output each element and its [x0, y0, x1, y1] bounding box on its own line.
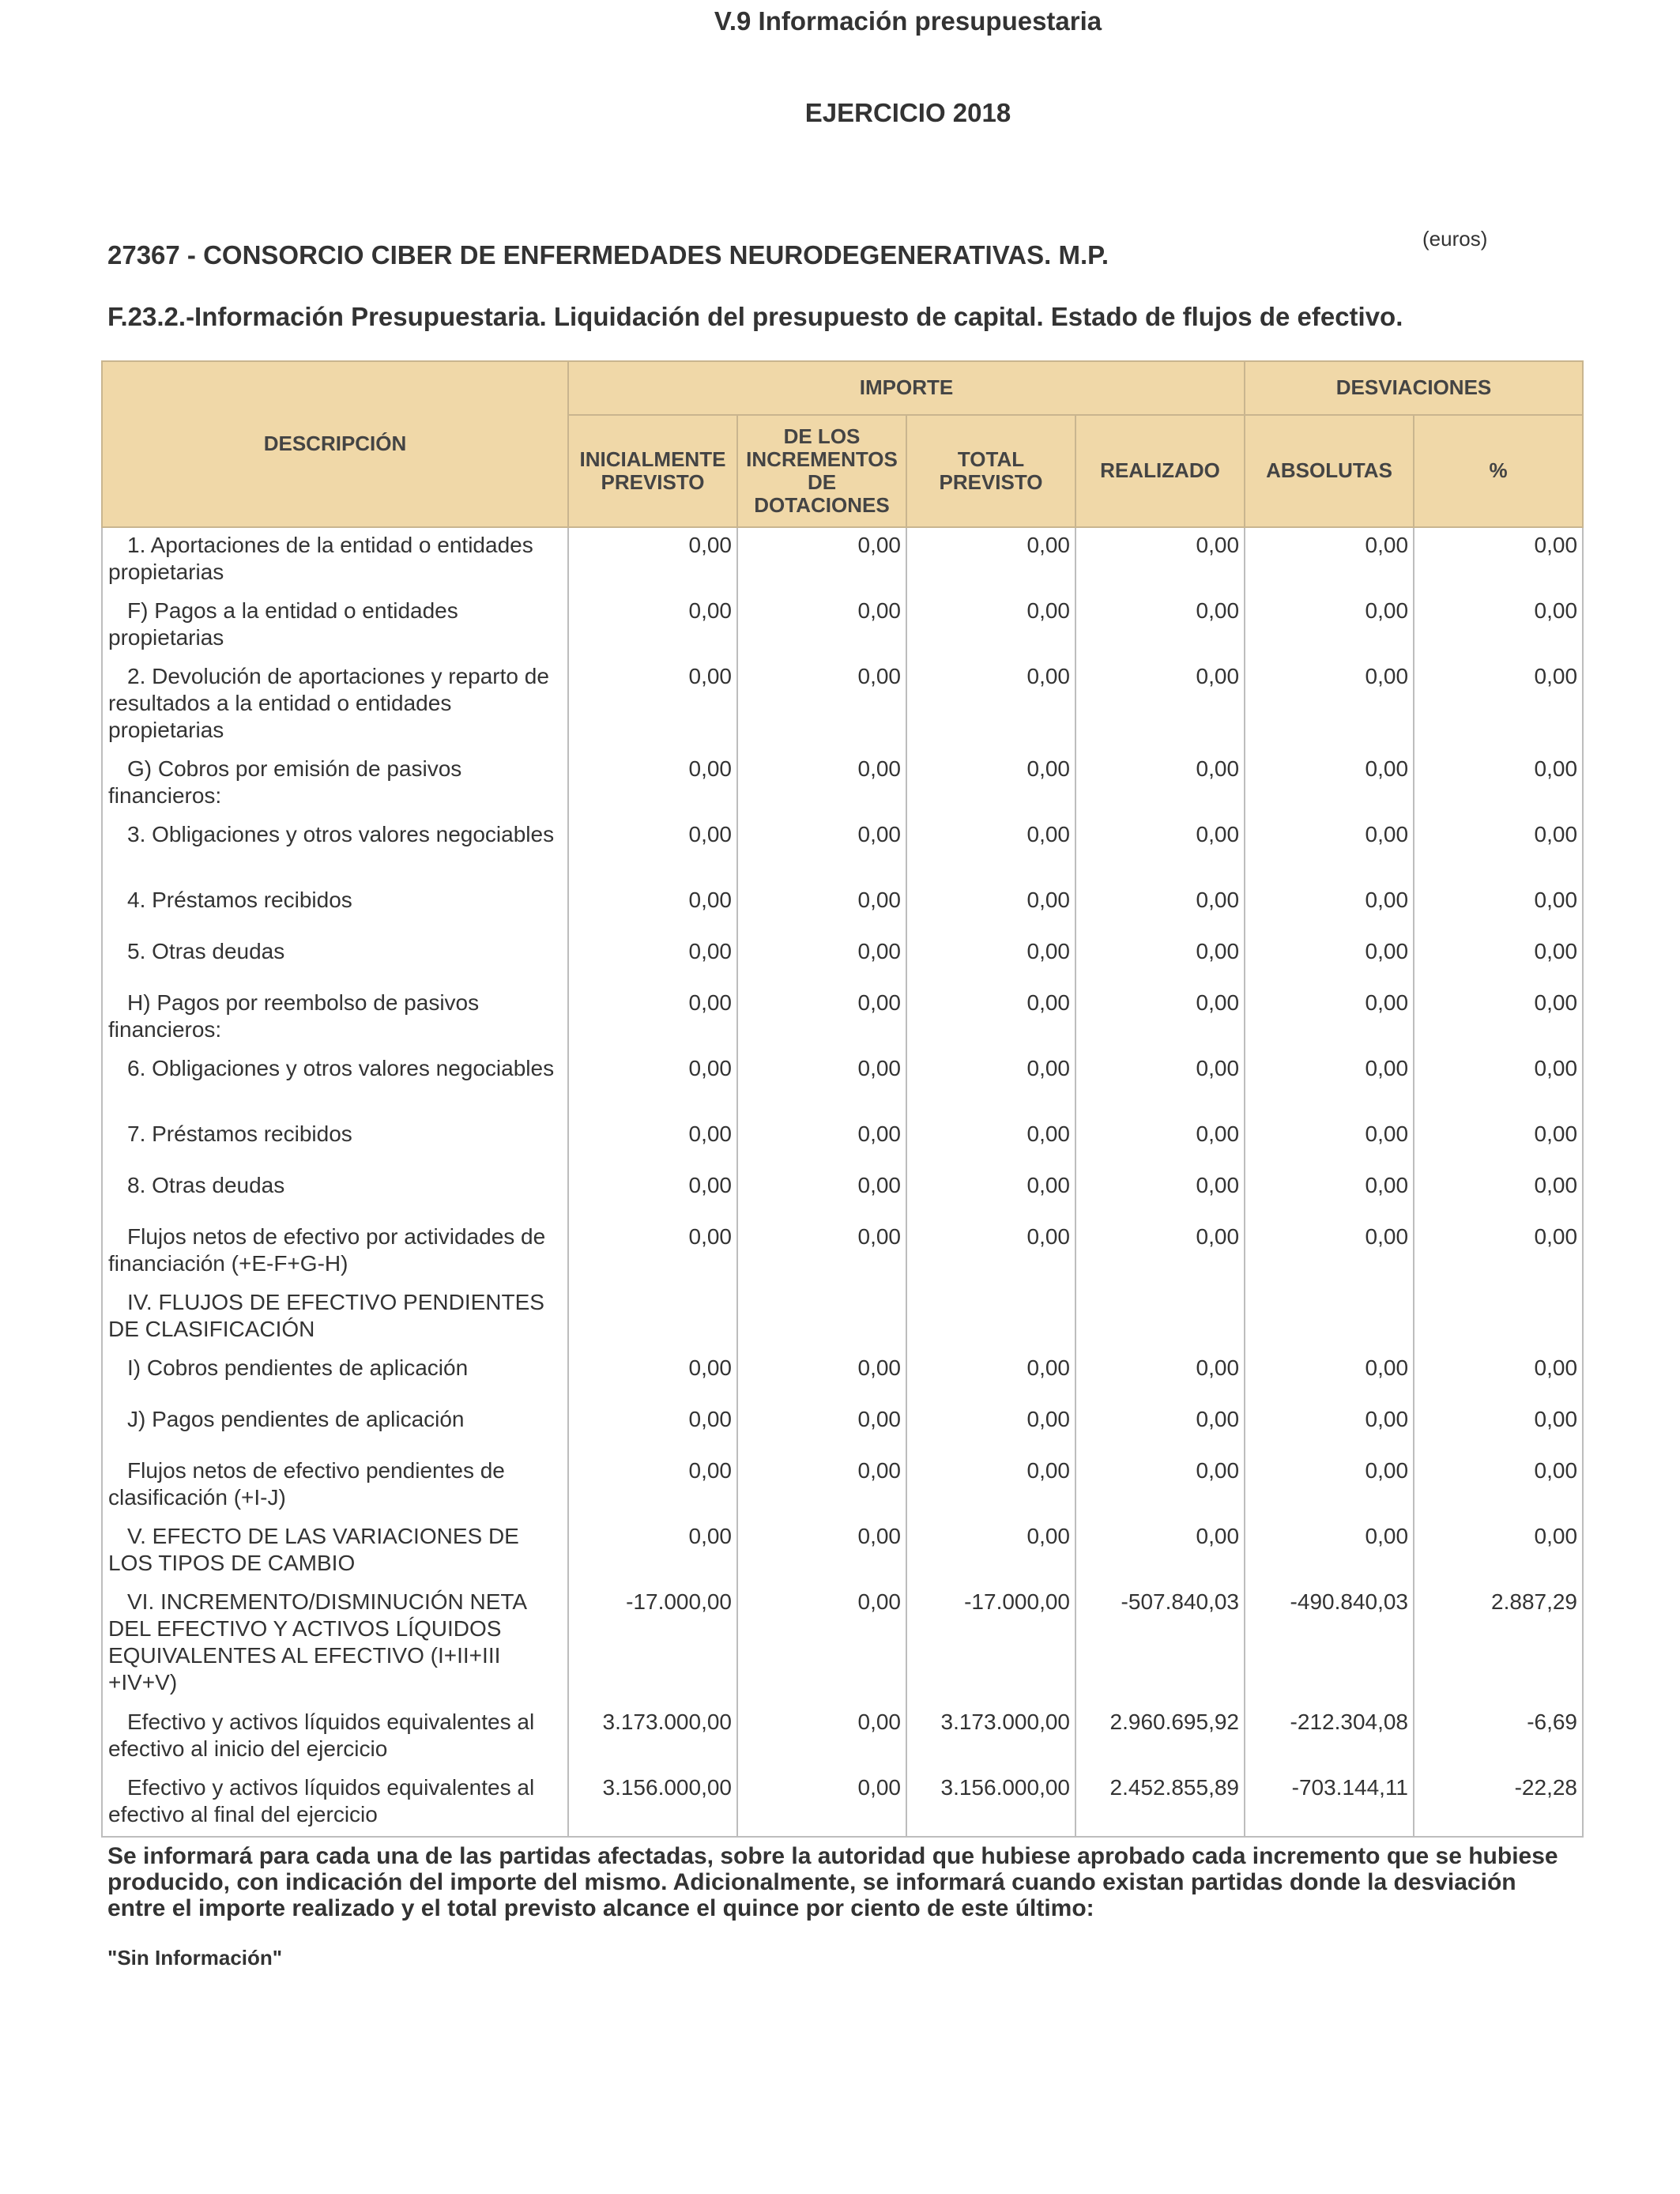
table-row [102, 1220, 1583, 1285]
cell-porcentaje: 0,00 [1414, 1402, 1583, 1453]
cell-incrementos: 0,00 [737, 1220, 906, 1285]
cell-porcentaje: 0,00 [1414, 1220, 1583, 1285]
row-description [102, 1453, 568, 1519]
row-description [102, 1519, 568, 1585]
table-row [102, 594, 1583, 659]
table-row [102, 1051, 1583, 1117]
row-description [102, 1770, 568, 1837]
cell-realizado: -507.840,03 [1075, 1585, 1245, 1705]
row-description [102, 1220, 568, 1285]
cell-inicialmente-previsto: -17.000,00 [568, 1585, 737, 1705]
cell-incrementos: 0,00 [737, 817, 906, 883]
row-description-text: 1. Aportaciones de la entidad o entidades propietarias [108, 533, 533, 585]
cell-porcentaje: 0,00 [1414, 659, 1583, 752]
form-title: F.23.2.-Información Presupuestaria. Liquidación del presupuesto de capital. Estado de flujos de efectivo. [107, 302, 1403, 331]
cell-total-previsto: 0,00 [906, 1519, 1075, 1585]
header-incrementos: DE LOS INCREMENTOS DE DOTACIONES [737, 415, 906, 527]
cell-total-previsto [906, 1285, 1075, 1351]
row-description-text: Flujos netos de efectivo pendientes de clasificación (+I-J) [108, 1458, 505, 1510]
cell-absolutas: 0,00 [1245, 1168, 1414, 1220]
row-description [102, 934, 568, 986]
header-porcentaje: % [1414, 415, 1583, 527]
cell-inicialmente-previsto: 0,00 [568, 934, 737, 986]
cell-total-previsto: 0,00 [906, 752, 1075, 817]
cell-total-previsto: 0,00 [906, 1402, 1075, 1453]
row-description-text: Flujos netos de efectivo por actividades de financiación (+E-F+G-H) [108, 1224, 546, 1276]
cell-porcentaje: 0,00 [1414, 817, 1583, 883]
row-description-text: J) Pagos pendientes de aplicación [127, 1407, 465, 1431]
row-description [102, 817, 568, 883]
cell-absolutas: 0,00 [1245, 1117, 1414, 1168]
header-importe: IMPORTE [568, 361, 1245, 415]
cell-porcentaje: 0,00 [1414, 1519, 1583, 1585]
table-body [102, 527, 1583, 1837]
row-description [102, 659, 568, 752]
row-description-text: 4. Préstamos recibidos [127, 888, 352, 912]
cell-inicialmente-previsto: 0,00 [568, 1519, 737, 1585]
cell-total-previsto: 0,00 [906, 594, 1075, 659]
cell-total-previsto: 3.173.000,00 [906, 1705, 1075, 1770]
cell-realizado: 0,00 [1075, 1117, 1245, 1168]
cell-incrementos: 0,00 [737, 986, 906, 1051]
row-description [102, 1285, 568, 1351]
header-total-previsto: TOTAL PREVISTO [906, 415, 1075, 527]
cell-inicialmente-previsto: 0,00 [568, 659, 737, 752]
row-description [102, 1117, 568, 1168]
cell-absolutas: 0,00 [1245, 1453, 1414, 1519]
cell-incrementos: 0,00 [737, 659, 906, 752]
cell-total-previsto: 0,00 [906, 986, 1075, 1051]
footer-note: Se informará para cada una de las partidas afectadas, sobre la autoridad que hubiese aprobado cada incremento que se hubiese producido, con indicación del importe del mismo. Adicionalmente, se informará cuando existan partidas donde la desviación entre el importe realizado y el total previsto alcance el quince por ciento de este último: [107, 1843, 1558, 1921]
row-description [102, 1168, 568, 1220]
cell-incrementos: 0,00 [737, 1770, 906, 1837]
row-description [102, 883, 568, 934]
cell-incrementos: 0,00 [737, 883, 906, 934]
cell-absolutas: 0,00 [1245, 1220, 1414, 1285]
row-description-text: 7. Préstamos recibidos [127, 1122, 352, 1146]
cell-porcentaje: 0,00 [1414, 1351, 1583, 1402]
row-description [102, 527, 568, 594]
cell-porcentaje: 2.887,29 [1414, 1585, 1583, 1705]
table-row [102, 817, 1583, 883]
cell-inicialmente-previsto: 0,00 [568, 527, 737, 594]
cell-porcentaje: 0,00 [1414, 1117, 1583, 1168]
cell-absolutas: 0,00 [1245, 934, 1414, 986]
cell-inicialmente-previsto: 0,00 [568, 1168, 737, 1220]
header-row-1 [102, 361, 1583, 415]
cell-porcentaje: 0,00 [1414, 594, 1583, 659]
cell-realizado: 2.452.855,89 [1075, 1770, 1245, 1837]
cell-porcentaje: -22,28 [1414, 1770, 1583, 1837]
cell-absolutas: 0,00 [1245, 1051, 1414, 1117]
table-row [102, 1168, 1583, 1220]
cell-inicialmente-previsto: 0,00 [568, 594, 737, 659]
cell-realizado: 0,00 [1075, 1051, 1245, 1117]
cell-total-previsto: 0,00 [906, 527, 1075, 594]
cell-realizado: 2.960.695,92 [1075, 1705, 1245, 1770]
table-row [102, 1585, 1583, 1705]
year-title: EJERCICIO 2018 [804, 98, 1011, 127]
cell-incrementos: 0,00 [737, 1168, 906, 1220]
row-description-text: Efectivo y activos líquidos equivalentes al efectivo al final del ejercicio [108, 1775, 535, 1827]
cell-realizado: 0,00 [1075, 817, 1245, 883]
cell-total-previsto: 0,00 [906, 659, 1075, 752]
cell-realizado: 0,00 [1075, 1220, 1245, 1285]
table-row [102, 986, 1583, 1051]
cell-inicialmente-previsto: 0,00 [568, 986, 737, 1051]
row-description-text: 8. Otras deudas [127, 1173, 285, 1197]
cell-total-previsto: 0,00 [906, 1117, 1075, 1168]
row-description [102, 1051, 568, 1117]
cell-realizado: 0,00 [1075, 752, 1245, 817]
row-description-text: Efectivo y activos líquidos equivalentes al efectivo al inicio del ejercicio [108, 1710, 535, 1762]
table-row [102, 1351, 1583, 1402]
table-row [102, 1705, 1583, 1770]
row-description-text: 5. Otras deudas [127, 939, 285, 963]
cell-total-previsto: -17.000,00 [906, 1585, 1075, 1705]
cell-realizado: 0,00 [1075, 883, 1245, 934]
cell-total-previsto: 0,00 [906, 1453, 1075, 1519]
row-description [102, 1402, 568, 1453]
cell-incrementos: 0,00 [737, 1585, 906, 1705]
cell-absolutas: 0,00 [1245, 1402, 1414, 1453]
row-description [102, 594, 568, 659]
row-description [102, 1351, 568, 1402]
cell-absolutas: 0,00 [1245, 1351, 1414, 1402]
cell-incrementos: 0,00 [737, 1402, 906, 1453]
cell-absolutas: 0,00 [1245, 986, 1414, 1051]
header-absolutas: ABSOLUTAS [1245, 415, 1414, 527]
row-description-text: 2. Devolución de aportaciones y reparto de resultados a la entidad o entidades propietarias [108, 664, 549, 743]
cell-realizado: 0,00 [1075, 986, 1245, 1051]
cell-realizado: 0,00 [1075, 594, 1245, 659]
row-description [102, 1705, 568, 1770]
cell-incrementos: 0,00 [737, 752, 906, 817]
cell-total-previsto: 0,00 [906, 1051, 1075, 1117]
row-description [102, 986, 568, 1051]
cell-inicialmente-previsto: 3.156.000,00 [568, 1770, 737, 1837]
table-row [102, 1117, 1583, 1168]
table-row [102, 1519, 1583, 1585]
cash-flow-table [101, 360, 1584, 1838]
cell-total-previsto: 0,00 [906, 883, 1075, 934]
table-row [102, 752, 1583, 817]
row-description-text: 6. Obligaciones y otros valores negociables [127, 1056, 555, 1080]
row-description-text: G) Cobros por emisión de pasivos financieros: [108, 756, 462, 809]
cell-realizado: 0,00 [1075, 1519, 1245, 1585]
row-description [102, 1585, 568, 1705]
cell-inicialmente-previsto: 3.173.000,00 [568, 1705, 737, 1770]
table-row [102, 1770, 1583, 1837]
cell-total-previsto: 0,00 [906, 1220, 1075, 1285]
cell-porcentaje [1414, 1285, 1583, 1351]
header-inicialmente-previsto: INICIALMENTE PREVISTO [568, 415, 737, 527]
cell-absolutas: -490.840,03 [1245, 1585, 1414, 1705]
entity-title: 27367 - CONSORCIO CIBER DE ENFERMEDADES NEURODEGENERATIVAS. M.P. [107, 240, 1109, 270]
cell-porcentaje: 0,00 [1414, 883, 1583, 934]
row-description-text: V. EFECTO DE LAS VARIACIONES DE LOS TIPOS DE CAMBIO [108, 1524, 519, 1576]
cell-total-previsto: 0,00 [906, 934, 1075, 986]
cell-absolutas [1245, 1285, 1414, 1351]
cell-realizado: 0,00 [1075, 659, 1245, 752]
cell-incrementos: 0,00 [737, 1051, 906, 1117]
cell-absolutas: 0,00 [1245, 752, 1414, 817]
cell-incrementos: 0,00 [737, 527, 906, 594]
cell-porcentaje: 0,00 [1414, 752, 1583, 817]
cell-realizado [1075, 1285, 1245, 1351]
cell-porcentaje: 0,00 [1414, 1168, 1583, 1220]
table-row [102, 1402, 1583, 1453]
row-description-text: VI. INCREMENTO/DISMINUCIÓN NETA DEL EFECTIVO Y ACTIVOS LÍQUIDOS EQUIVALENTES AL EFECTIVO (I+II+III +IV+V) [108, 1589, 526, 1695]
cell-inicialmente-previsto: 0,00 [568, 883, 737, 934]
cell-incrementos: 0,00 [737, 934, 906, 986]
cell-inicialmente-previsto [568, 1285, 737, 1351]
cell-porcentaje: 0,00 [1414, 934, 1583, 986]
cell-total-previsto: 0,00 [906, 1168, 1075, 1220]
header-descripcion: DESCRIPCIÓN [102, 361, 568, 527]
cell-absolutas: 0,00 [1245, 527, 1414, 594]
table-row [102, 1285, 1583, 1351]
cell-inicialmente-previsto: 0,00 [568, 817, 737, 883]
cell-total-previsto: 0,00 [906, 1351, 1075, 1402]
cell-absolutas: 0,00 [1245, 659, 1414, 752]
cell-incrementos: 0,00 [737, 594, 906, 659]
cell-absolutas: 0,00 [1245, 817, 1414, 883]
header-desviaciones: DESVIACIONES [1245, 361, 1583, 415]
cell-inicialmente-previsto: 0,00 [568, 1351, 737, 1402]
table-row [102, 934, 1583, 986]
cell-absolutas: 0,00 [1245, 883, 1414, 934]
cell-incrementos [737, 1285, 906, 1351]
cell-porcentaje: 0,00 [1414, 527, 1583, 594]
cell-absolutas: 0,00 [1245, 594, 1414, 659]
cell-realizado: 0,00 [1075, 934, 1245, 986]
cell-realizado: 0,00 [1075, 527, 1245, 594]
cell-incrementos: 0,00 [737, 1705, 906, 1770]
cell-absolutas: 0,00 [1245, 1519, 1414, 1585]
cell-incrementos: 0,00 [737, 1453, 906, 1519]
cell-inicialmente-previsto: 0,00 [568, 752, 737, 817]
cell-realizado: 0,00 [1075, 1168, 1245, 1220]
cell-incrementos: 0,00 [737, 1519, 906, 1585]
table-row [102, 527, 1583, 594]
cell-porcentaje: 0,00 [1414, 986, 1583, 1051]
cell-inicialmente-previsto: 0,00 [568, 1051, 737, 1117]
cell-realizado: 0,00 [1075, 1402, 1245, 1453]
table-row [102, 883, 1583, 934]
cell-inicialmente-previsto: 0,00 [568, 1402, 737, 1453]
cell-realizado: 0,00 [1075, 1453, 1245, 1519]
row-description-text: IV. FLUJOS DE EFECTIVO PENDIENTES DE CLASIFICACIÓN [108, 1290, 544, 1342]
cell-porcentaje: 0,00 [1414, 1453, 1583, 1519]
cell-absolutas: -703.144,11 [1245, 1770, 1414, 1837]
row-description-text: H) Pagos por reembolso de pasivos financieros: [108, 990, 480, 1042]
row-description-text: I) Cobros pendientes de aplicación [127, 1355, 469, 1380]
cell-inicialmente-previsto: 0,00 [568, 1453, 737, 1519]
cell-inicialmente-previsto: 0,00 [568, 1220, 737, 1285]
cell-incrementos: 0,00 [737, 1351, 906, 1402]
cell-porcentaje: -6,69 [1414, 1705, 1583, 1770]
section-title: V.9 Información presupuestaria [714, 6, 1102, 36]
cell-absolutas: -212.304,08 [1245, 1705, 1414, 1770]
cell-porcentaje: 0,00 [1414, 1051, 1583, 1117]
cell-realizado: 0,00 [1075, 1351, 1245, 1402]
header-realizado: REALIZADO [1075, 415, 1245, 527]
units-label: (euros) [1422, 227, 1488, 251]
row-description-text: F) Pagos a la entidad o entidades propietarias [108, 598, 458, 650]
cell-incrementos: 0,00 [737, 1117, 906, 1168]
cell-inicialmente-previsto: 0,00 [568, 1117, 737, 1168]
cell-total-previsto: 3.156.000,00 [906, 1770, 1075, 1837]
no-info-label: "Sin Información" [107, 1946, 283, 1970]
table-row [102, 1453, 1583, 1519]
row-description [102, 752, 568, 817]
table-row [102, 659, 1583, 752]
cell-total-previsto: 0,00 [906, 817, 1075, 883]
row-description-text: 3. Obligaciones y otros valores negociables [127, 822, 555, 846]
